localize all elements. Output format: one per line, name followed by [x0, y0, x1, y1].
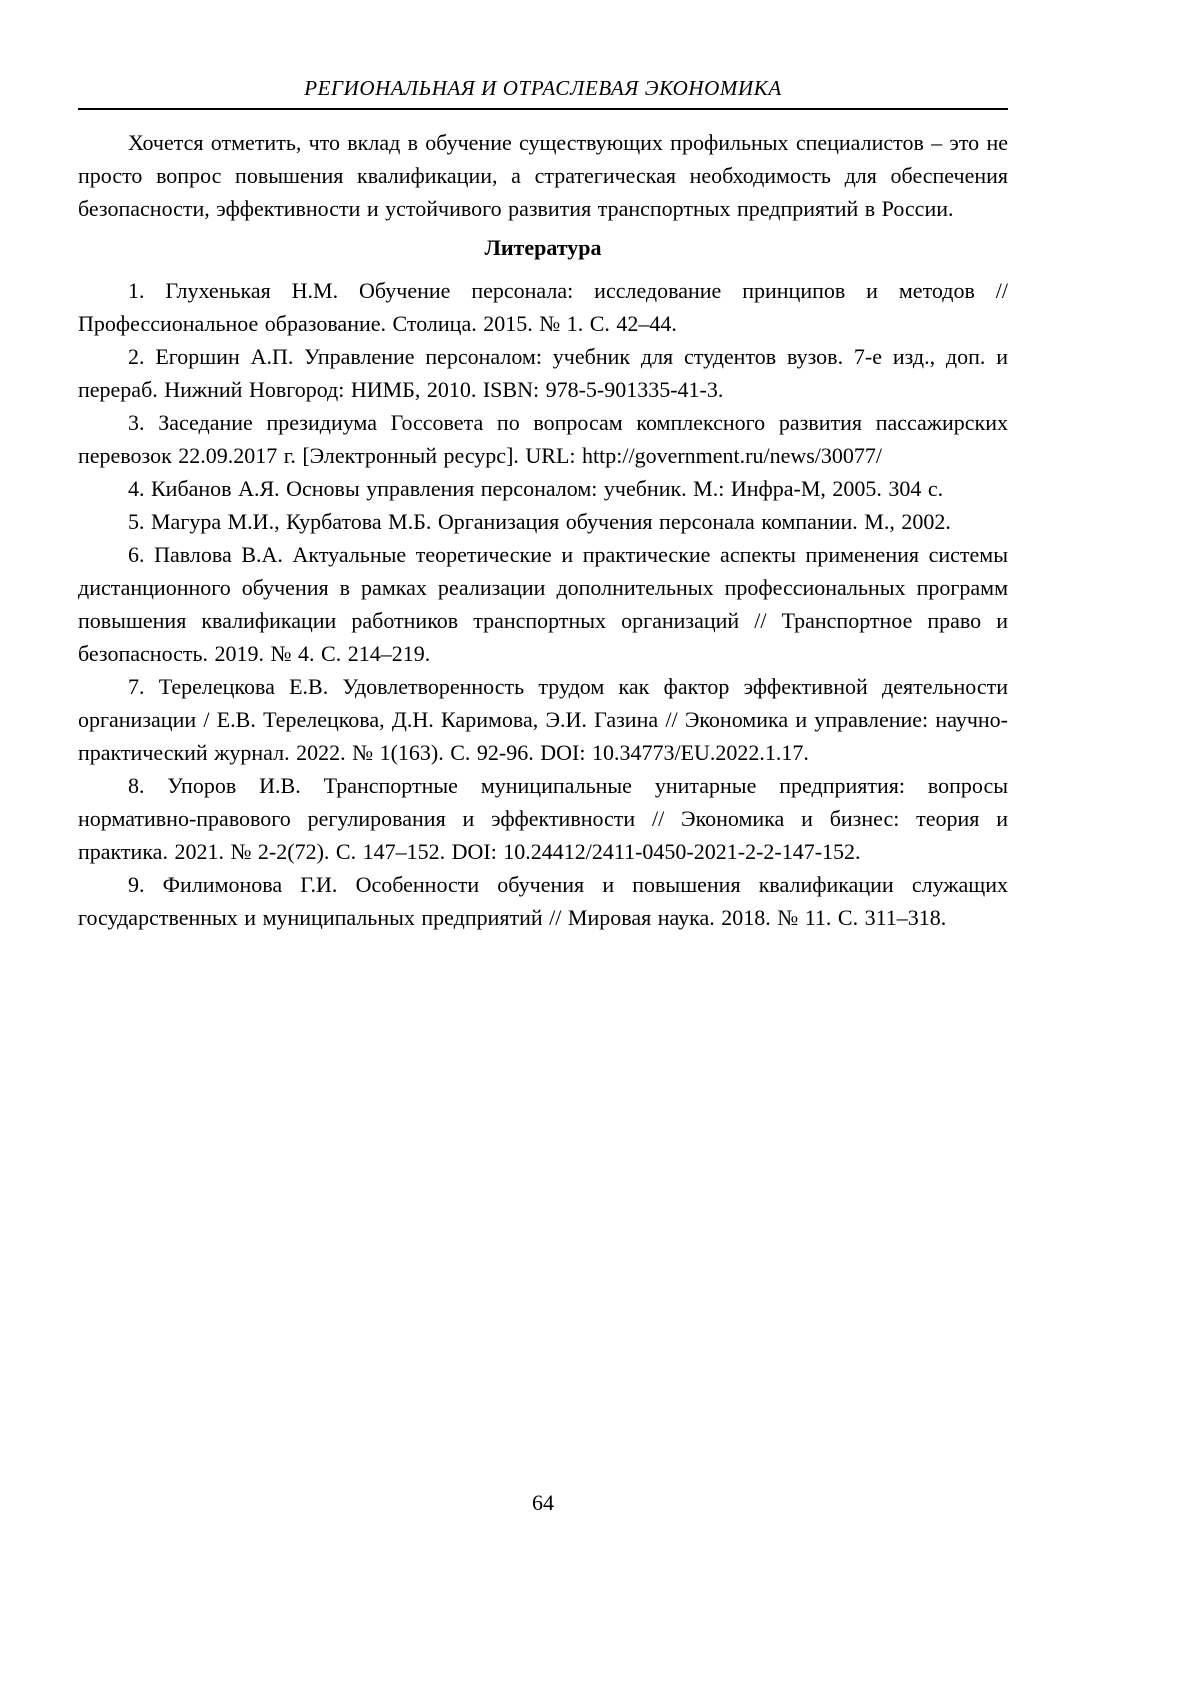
reference-item: 2. Егоршин А.П. Управление персоналом: учебник для студентов вузов. 7-е изд., доп. и перераб. Нижний Новгород: НИМБ, 2010. ISBN: 978-5-901335-41-3. [78, 344, 1008, 402]
reference-item: 1. Глухенькая Н.М. Обучение персонала: исследование принципов и методов // Профессиональное образование. Столица. 2015. № 1. С. 42–44. [78, 278, 1008, 336]
reference-item: 5. Магура М.И., Курбатова М.Б. Организация обучения персонала компании. М., 2002. [128, 509, 951, 534]
running-header-title: РЕГИОНАЛЬНАЯ И ОТРАСЛЕВАЯ ЭКОНОМИКА [304, 76, 782, 100]
reference-list [78, 274, 1008, 934]
reference-item: 8. Упоров И.В. Транспортные муниципальные унитарные предприятия: вопросы нормативно-правового регулирования и эффективности // Экономика и бизнес: теория и практика. 2021. № 2-2(72). С. 147–152. DOI: 10.24412/2411-0450-2021-2-2-147-152. [78, 773, 1008, 864]
reference-item: 3. Заседание президиума Госсовета по вопросам комплексного развития пассажирских перевозок 22.09.2017 г. [Электронный ресурс]. URL: http://government.ru/news/30077/ [78, 410, 1008, 468]
text-block [78, 76, 1008, 934]
reference-item: 9. Филимонова Г.И. Особенности обучения и повышения квалификации служащих государственных и муниципальных предприятий // Мировая наука. 2018. № 11. С. 311–318. [78, 872, 1008, 930]
reference-item: 4. Кибанов А.Я. Основы управления персоналом: учебник. М.: Инфра-М, 2005. 304 с. [128, 476, 944, 501]
page-number: 64 [532, 1490, 554, 1515]
section-title-literature: Литература [484, 235, 602, 260]
reference-item: 7. Терелецкова Е.В. Удовлетворенность трудом как фактор эффективной деятельности организации / Е.В. Терелецкова, Д.Н. Каримова, Э.И. Газина // Экономика и управление: научно-практический журнал. 2022. № 1(163). С. 92-96. DOI: 10.34773/EU.2022.1.17. [78, 674, 1008, 765]
reference-item: 6. Павлова В.А. Актуальные теоретические и практические аспекты применения системы дистанционного обучения в рамках реализации дополнительных профессиональных программ повышения квалификации работников транспортных организаций // Транспортное право и безопасность. 2019. № 4. С. 214–219. [78, 542, 1008, 666]
running-header [78, 76, 1008, 110]
intro-paragraph: Хочется отметить, что вклад в обучение существующих профильных специалистов – это не просто вопрос повышения квалификации, а стратегическая необходимость для обеспечения безопасности, эффективности и устойчивого развития транспортных предприятий в России. [78, 130, 1008, 221]
